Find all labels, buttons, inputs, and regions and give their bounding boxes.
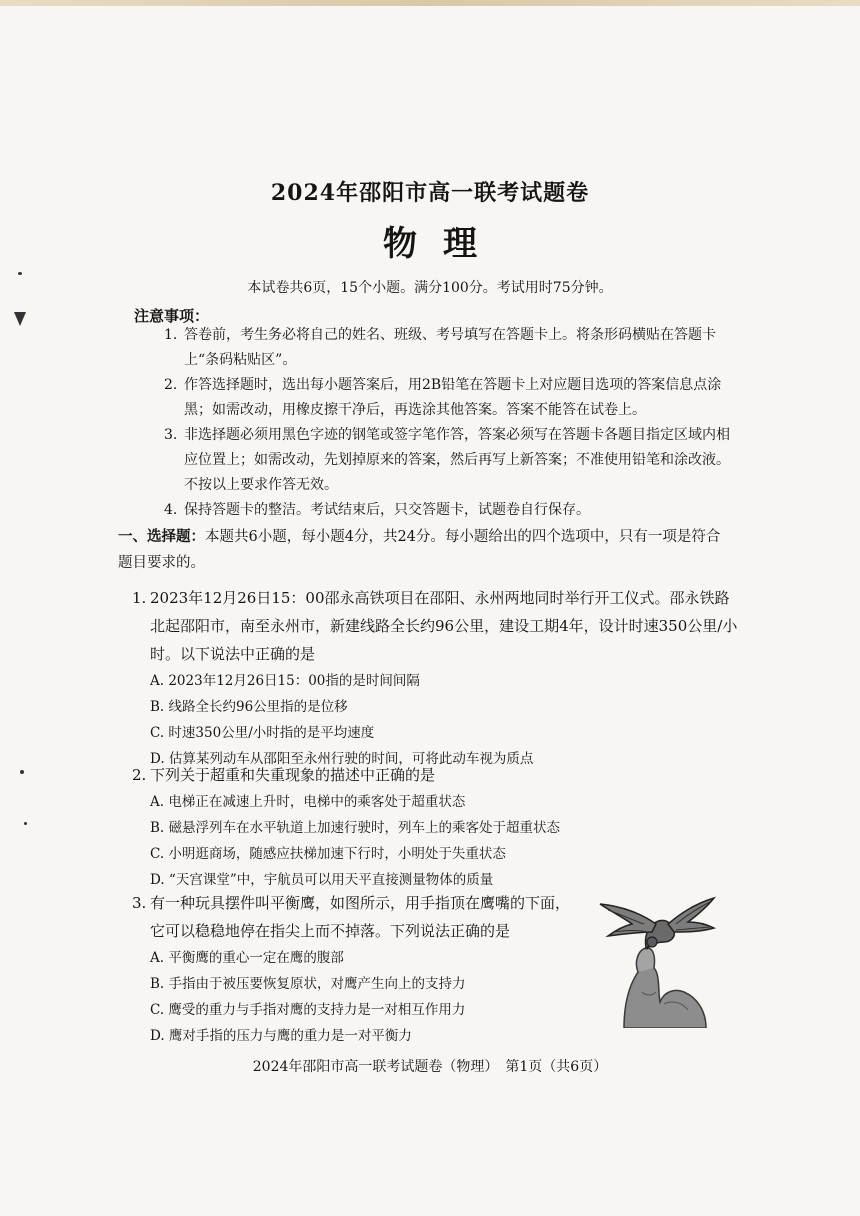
balancing-eagle-on-finger-icon xyxy=(594,892,718,1028)
notice-heading: 注意事项： xyxy=(134,307,210,325)
notice-text: 作答选择题时，选出每小题答案后，用2B铅笔在答题卡上对应题目选项的答案信息点涂黑；如需改动，用橡皮擦干净后，再选涂其他答案。答案不能答在试卷上。 xyxy=(184,377,722,418)
section-label: 一、选择题： xyxy=(118,528,205,545)
notice-text: 保持答题卡的整洁。考试结束后，只交答题卡，试题卷自行保存。 xyxy=(184,502,590,518)
notice-item xyxy=(164,323,742,373)
question-stem xyxy=(132,889,582,945)
question-2 xyxy=(132,761,742,893)
binding-mark-icon xyxy=(14,312,26,326)
exam-subject: 物理 xyxy=(383,224,503,264)
option-list xyxy=(132,668,742,772)
question-text: 2023年12月26日15：00邵永高铁项目在邵阳、永州两地同时举行开工仪式。邵永铁路北起邵阳市，南至永州市，新建线路全长约96公里，建设工期4年，设计时速350公里/小时。以下说法中正确的是 xyxy=(150,589,738,663)
option-b: B. 线路全长约96公里指的是位移 xyxy=(150,699,348,715)
question-text: 下列关于超重和失重现象的描述中正确的是 xyxy=(150,766,436,784)
option-list xyxy=(132,789,742,893)
exam-info: 本试卷共6页，15个小题。满分100分。考试用时75分钟。 xyxy=(247,280,613,296)
page-footer: 2024年邵阳市高一联考试题卷（物理） 第1页（共6页） xyxy=(252,1059,608,1075)
question-text: 有一种玩具摆件叫平衡鹰，如图所示，用手指顶在鹰嘴的下面，它可以稳稳地停在指尖上而不掉落。下列说法正确的是 xyxy=(150,894,571,940)
option-c: C. 小明逛商场，随感应扶梯加速下行时，小明处于失重状态 xyxy=(150,846,506,862)
notice-number: 1. xyxy=(164,327,178,343)
notice-text: 非选择题必须用黑色字迹的钢笔或签字笔作答，答案必须写在答题卡各题目指定区域内相应位置上；如需改动，先划掉原来的答案，然后再写上新答案；不准使用铅笔和涂改液。不按以上要求作答无效。 xyxy=(184,427,730,493)
exam-title: 2024年邵阳市高一联考试题卷 xyxy=(270,180,590,206)
section-heading xyxy=(118,524,730,576)
scan-speck xyxy=(24,822,27,825)
notice-list xyxy=(164,323,742,523)
option-c: C. 时速350公里/小时指的是平均速度 xyxy=(150,725,375,741)
question-stem xyxy=(132,584,742,668)
option-b: B. 手指由于被压要恢复原状，对鹰产生向上的支持力 xyxy=(150,976,466,992)
question-number: 2. xyxy=(132,766,147,784)
option-d: D. 估算某列动车从邵阳至永州行驶的时间，可将此动车视为质点 xyxy=(150,751,534,767)
question-number: 1. xyxy=(132,589,147,607)
section-text: 本题共6小题，每小题4分，共24分。每小题给出的四个选项中，只有一项是符合题目要求的。 xyxy=(118,529,721,571)
notice-item xyxy=(164,498,742,523)
option-a: A. 2023年12月26日15：00指的是时间间隔 xyxy=(150,673,420,689)
notice-number: 3. xyxy=(164,427,178,443)
option-list xyxy=(132,945,582,1049)
question-1 xyxy=(132,584,742,772)
notice-item xyxy=(164,423,742,498)
option-c: C. 鹰受的重力与手指对鹰的支持力是一对相互作用力 xyxy=(150,1002,466,1018)
notice-number: 4. xyxy=(164,502,178,518)
notice-item xyxy=(164,373,742,423)
option-b: B. 磁悬浮列车在水平轨道上加速行驶时，列车上的乘客处于超重状态 xyxy=(150,820,561,836)
option-d: D. 鹰对手指的压力与鹰的重力是一对平衡力 xyxy=(150,1028,412,1044)
option-a: A. 电梯正在减速上升时，电梯中的乘客处于超重状态 xyxy=(150,794,466,810)
notice-text: 答卷前，考生务必将自己的姓名、班级、考号填写在答题卡上。将条形码横贴在答题卡上“条码粘贴区”。 xyxy=(184,327,716,368)
option-d: D. “天宫课堂”中，宇航员可以用天平直接测量物体的质量 xyxy=(150,872,494,888)
notice-number: 2. xyxy=(164,377,178,393)
question-3 xyxy=(132,889,582,1049)
option-a: A. 平衡鹰的重心一定在鹰的腹部 xyxy=(150,950,344,966)
question-stem xyxy=(132,761,742,789)
scan-speck xyxy=(18,272,22,275)
question-number: 3. xyxy=(132,894,147,912)
scan-speck xyxy=(20,770,24,774)
